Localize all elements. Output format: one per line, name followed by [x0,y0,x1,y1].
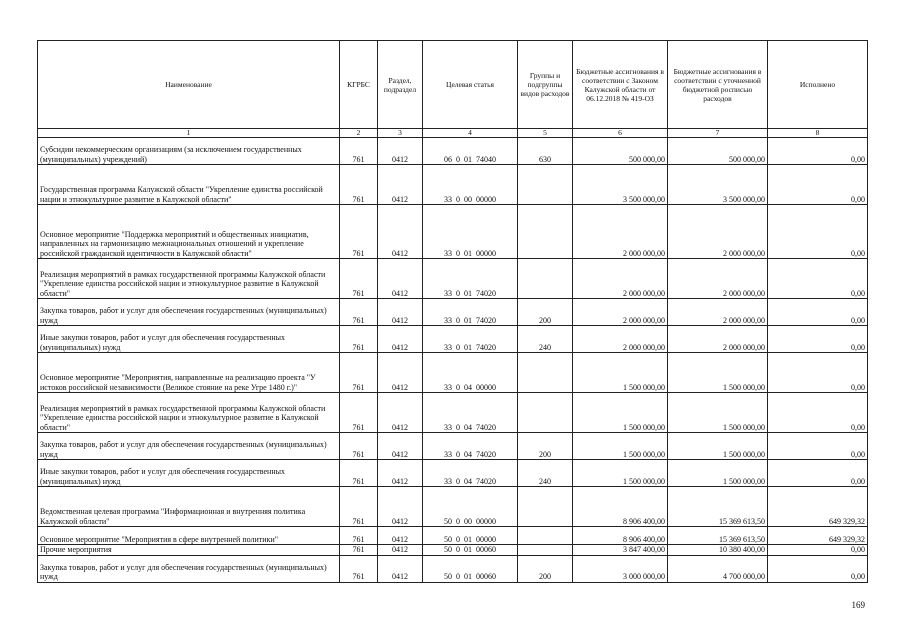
table-row [38,393,868,433]
cell-section: 0412 [378,487,423,527]
cell-kgrbs: 761 [340,205,378,259]
cell-law: 8 906 400,00 [573,487,668,527]
cell-group [518,205,573,259]
cell-target: 06 0 01 74040 [423,138,518,165]
cell-law: 1 500 000,00 [573,353,668,393]
table-row [38,555,868,582]
cell-group [518,165,573,205]
cell-target: 33 0 04 74020 [423,433,518,460]
cell-name: Субсидии некоммерческим организациям (за исключением государственных (муниципальных) учреждений) [38,138,340,165]
cell-section: 0412 [378,299,423,326]
cell-section: 0412 [378,527,423,545]
cell-law: 2 000 000,00 [573,299,668,326]
cell-kgrbs: 761 [340,299,378,326]
cell-group [518,259,573,299]
cell-group [518,353,573,393]
cell-name: Основное мероприятие "Мероприятия, направленные на реализацию проекта "У истоков российской независимости (Великое стояние на реке Угре 1480 г.)" [38,353,340,393]
cell-section: 0412 [378,205,423,259]
cell-section: 0412 [378,393,423,433]
cell-refined: 10 380 400,00 [668,545,768,556]
cell-target: 33 0 01 74020 [423,299,518,326]
cell-group [518,487,573,527]
table-row [38,299,868,326]
cell-section: 0412 [378,555,423,582]
column-number: 4 [423,129,518,138]
cell-refined: 2 000 000,00 [668,205,768,259]
cell-group: 200 [518,433,573,460]
cell-name: Основное мероприятие "Мероприятия в сфере внутренней политики" [38,527,340,545]
cell-section: 0412 [378,259,423,299]
table-header [38,41,868,138]
cell-kgrbs: 761 [340,460,378,487]
cell-section: 0412 [378,433,423,460]
cell-name: Иные закупки товаров, работ и услуг для обеспечения государственных (муниципальных) нужд [38,326,340,353]
column-number: 6 [573,129,668,138]
table-row [38,165,868,205]
cell-target: 33 0 01 74020 [423,259,518,299]
cell-refined: 1 500 000,00 [668,353,768,393]
cell-law: 1 500 000,00 [573,433,668,460]
cell-kgrbs: 761 [340,527,378,545]
cell-law: 1 500 000,00 [573,393,668,433]
column-number: 7 [668,129,768,138]
cell-group [518,527,573,545]
table-row [38,259,868,299]
cell-executed: 0,00 [768,326,868,353]
header-name: Наименование [38,41,340,129]
cell-kgrbs: 761 [340,138,378,165]
budget-table [37,40,868,583]
table-row [38,545,868,556]
cell-refined: 2 000 000,00 [668,326,768,353]
cell-executed: 0,00 [768,299,868,326]
cell-target: 33 0 04 74020 [423,460,518,487]
cell-target: 50 0 01 00000 [423,527,518,545]
cell-kgrbs: 761 [340,393,378,433]
cell-refined: 2 000 000,00 [668,299,768,326]
cell-kgrbs: 761 [340,353,378,393]
cell-executed: 0,00 [768,545,868,556]
cell-name: Закупка товаров, работ и услуг для обеспечения государственных (муниципальных) нужд [38,555,340,582]
column-number: 5 [518,129,573,138]
cell-law: 2 000 000,00 [573,205,668,259]
cell-law: 1 500 000,00 [573,460,668,487]
cell-kgrbs: 761 [340,259,378,299]
cell-law: 2 000 000,00 [573,326,668,353]
cell-section: 0412 [378,165,423,205]
cell-law: 3 500 000,00 [573,165,668,205]
cell-kgrbs: 761 [340,433,378,460]
cell-executed: 649 329,32 [768,527,868,545]
cell-executed: 0,00 [768,555,868,582]
cell-target: 50 0 01 00060 [423,545,518,556]
cell-name: Основное мероприятие "Поддержка мероприятий и общественных инициатив, направленных на гармонизацию межнациональных отношений и укрепление российской гражданской идентичности в Калужской области" [38,205,340,259]
cell-group: 240 [518,460,573,487]
cell-refined: 1 500 000,00 [668,460,768,487]
cell-group: 240 [518,326,573,353]
column-number: 1 [38,129,340,138]
page-number: 169 [851,600,865,610]
column-number: 2 [340,129,378,138]
cell-target: 33 0 01 00000 [423,205,518,259]
cell-law: 8 906 400,00 [573,527,668,545]
table-row [38,205,868,259]
cell-target: 33 0 04 00000 [423,353,518,393]
table-row [38,353,868,393]
cell-section: 0412 [378,545,423,556]
cell-executed: 649 329,32 [768,487,868,527]
cell-name: Ведомственная целевая программа "Информационная и внутренняя политика Калужской области" [38,487,340,527]
table-row [38,326,868,353]
cell-target: 33 0 01 74020 [423,326,518,353]
table-row [38,138,868,165]
cell-name: Реализация мероприятий в рамках государственной программы Калужской области "Укрепление единства российской нации и этнокультурное развитие в Калужской области" [38,259,340,299]
cell-name: Закупка товаров, работ и услуг для обеспечения государственных (муниципальных) нужд [38,299,340,326]
header-executed: Исполнено [768,41,868,129]
table-body [38,138,868,583]
cell-executed: 0,00 [768,460,868,487]
cell-refined: 2 000 000,00 [668,259,768,299]
cell-law: 3 847 400,00 [573,545,668,556]
cell-executed: 0,00 [768,165,868,205]
header-target: Целевая статья [423,41,518,129]
cell-name: Закупка товаров, работ и услуг для обеспечения государственных (муниципальных) нужд [38,433,340,460]
cell-law: 3 000 000,00 [573,555,668,582]
cell-name: Прочие мероприятия [38,545,340,556]
cell-kgrbs: 761 [340,165,378,205]
cell-refined: 500 000,00 [668,138,768,165]
cell-target: 50 0 01 00060 [423,555,518,582]
cell-executed: 0,00 [768,393,868,433]
header-section: Раздел, подраздел [378,41,423,129]
cell-group: 200 [518,299,573,326]
header-law: Бюджетные ассигнования в соответствии с Законом Калужской области от 06.12.2018 № 419-ОЗ [573,41,668,129]
cell-refined: 3 500 000,00 [668,165,768,205]
cell-group: 630 [518,138,573,165]
cell-group [518,545,573,556]
cell-group: 200 [518,555,573,582]
cell-group [518,393,573,433]
cell-executed: 0,00 [768,259,868,299]
cell-target: 33 0 00 00000 [423,165,518,205]
cell-executed: 0,00 [768,205,868,259]
cell-section: 0412 [378,460,423,487]
cell-executed: 0,00 [768,353,868,393]
cell-name: Государственная программа Калужской области "Укрепление единства российской нации и этнокультурное развитие в Калужской области" [38,165,340,205]
cell-refined: 1 500 000,00 [668,393,768,433]
cell-target: 50 0 00 00000 [423,487,518,527]
cell-refined: 4 700 000,00 [668,555,768,582]
cell-law: 2 000 000,00 [573,259,668,299]
cell-name: Иные закупки товаров, работ и услуг для обеспечения государственных (муниципальных) нужд [38,460,340,487]
cell-kgrbs: 761 [340,487,378,527]
column-number: 3 [378,129,423,138]
cell-kgrbs: 761 [340,545,378,556]
cell-kgrbs: 761 [340,326,378,353]
column-number: 8 [768,129,868,138]
header-refined: Бюджетные ассигнования в соответствии с уточненной бюджетной росписью расходов [668,41,768,129]
cell-refined: 1 500 000,00 [668,433,768,460]
cell-executed: 0,00 [768,138,868,165]
cell-section: 0412 [378,353,423,393]
table-row [38,460,868,487]
column-number-row [38,129,868,138]
header-groups: Группы и подгруппы видов расходов [518,41,573,129]
cell-section: 0412 [378,138,423,165]
table-row [38,433,868,460]
cell-kgrbs: 761 [340,555,378,582]
cell-refined: 15 369 613,50 [668,487,768,527]
cell-name: Реализация мероприятий в рамках государственной программы Калужской области "Укрепление единства российской нации и этнокультурное развитие в Калужской области" [38,393,340,433]
cell-target: 33 0 04 74020 [423,393,518,433]
cell-law: 500 000,00 [573,138,668,165]
table-row [38,527,868,545]
cell-section: 0412 [378,326,423,353]
cell-refined: 15 369 613,50 [668,527,768,545]
header-kgrbs: КГРБС [340,41,378,129]
table-row [38,487,868,527]
cell-executed: 0,00 [768,433,868,460]
